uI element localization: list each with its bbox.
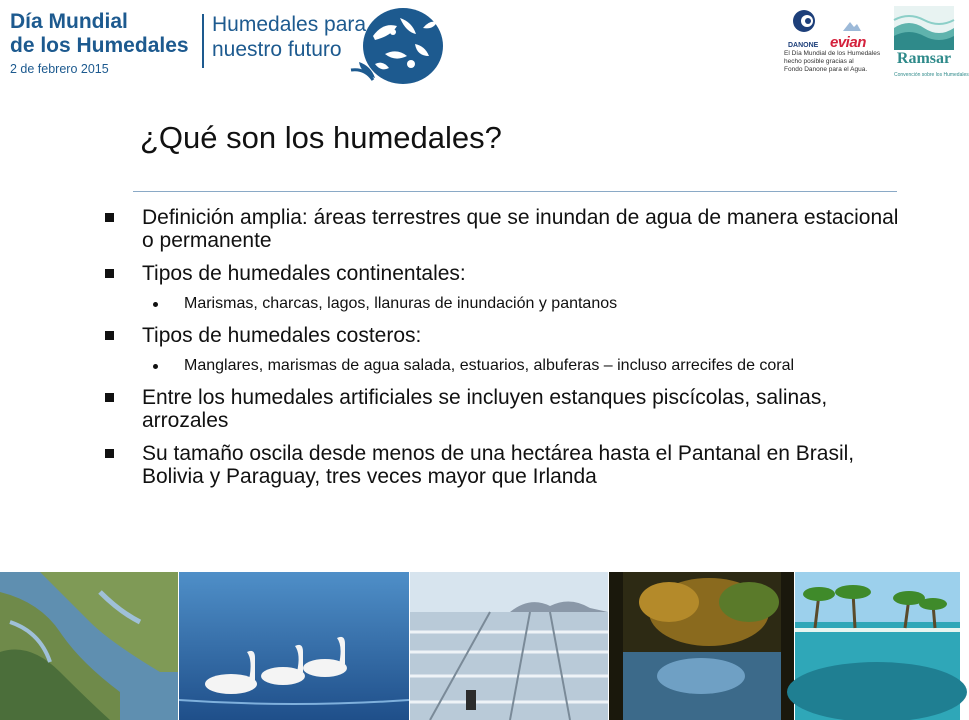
ramsar-waves-icon: [894, 6, 954, 50]
bullet-list: [104, 206, 904, 498]
sub-bullet-text: Marismas, charcas, lagos, llanuras de inundación y pantanos: [184, 295, 618, 312]
photo-swans: [179, 572, 409, 720]
evian-wordmark: evian: [830, 34, 866, 51]
dot-bullet-icon: [153, 364, 158, 369]
event-title-block: [10, 10, 200, 76]
title-underline: [133, 191, 897, 192]
square-bullet-icon: [105, 331, 114, 340]
danone-logo: [788, 6, 828, 46]
sub-bullet-item: [104, 356, 904, 376]
sub-bullet-text: Manglares, marismas de agua salada, estuarios, albuferas – incluso arrecifes de coral: [184, 357, 795, 374]
danone-wordmark: DANONE: [788, 42, 819, 49]
evian-mountain-icon: [842, 20, 862, 32]
bullet-item: [104, 386, 904, 432]
bullet-text: Tipos de humedales continentales:: [142, 262, 466, 285]
ramsar-wordmark: Ramsar: [896, 50, 952, 67]
bullet-item: [104, 262, 904, 285]
header-divider: [202, 14, 204, 68]
bullet-text: Su tamaño oscila desde menos de una hectárea hasta el Pantanal en Brasil, Bolivia y Paraguay, tres veces mayor que Irlanda: [142, 442, 855, 488]
slogan-line2: nuestro futuro: [212, 38, 342, 61]
sponsor-caption-line: El Día Mundial de los Humedales: [784, 50, 881, 57]
photo-salt-flats: [410, 572, 608, 720]
sub-bullet-item: [104, 294, 904, 314]
square-bullet-icon: [105, 269, 114, 278]
bullet-text: Tipos de humedales costeros:: [142, 324, 422, 347]
square-bullet-icon: [105, 449, 114, 458]
square-bullet-icon: [105, 393, 114, 402]
event-title-line2: de los Humedales: [10, 34, 189, 57]
ramsar-logo: [894, 6, 969, 86]
bullet-item: [104, 324, 904, 347]
bullet-text: Definición amplia: áreas terrestres que se inundan de agua de manera estacional o permanente: [142, 206, 899, 252]
bullet-text: Entre los humedales artificiales se incluyen estanques piscícolas, salinas, arrozales: [142, 386, 828, 432]
event-date: 2 de febrero 2015: [10, 62, 109, 76]
sponsor-caption-line: hecho posible gracias al: [784, 58, 854, 65]
sponsor-block: [784, 6, 884, 86]
sponsor-caption: [784, 50, 884, 74]
photo-tropical-beach: [795, 572, 960, 720]
square-bullet-icon: [105, 213, 114, 222]
slogan-line1: Humedales para: [212, 13, 367, 36]
wetlands-globe-logo: [345, 6, 449, 92]
slide-title: ¿Qué son los humedales?: [140, 120, 502, 155]
slogan-block: [212, 12, 366, 62]
photo-forest-pool: [609, 572, 794, 720]
bullet-item: [104, 442, 904, 488]
photo-strip: [0, 572, 960, 720]
photo-floodplain: [0, 572, 178, 720]
bullet-item: [104, 206, 904, 252]
ramsar-caption: Convención sobre los Humedales: [894, 72, 969, 78]
dot-bullet-icon: [153, 302, 158, 307]
event-title-line1: Día Mundial: [10, 10, 128, 33]
sponsor-caption-line: Fondo Danone para el Agua.: [784, 66, 868, 73]
